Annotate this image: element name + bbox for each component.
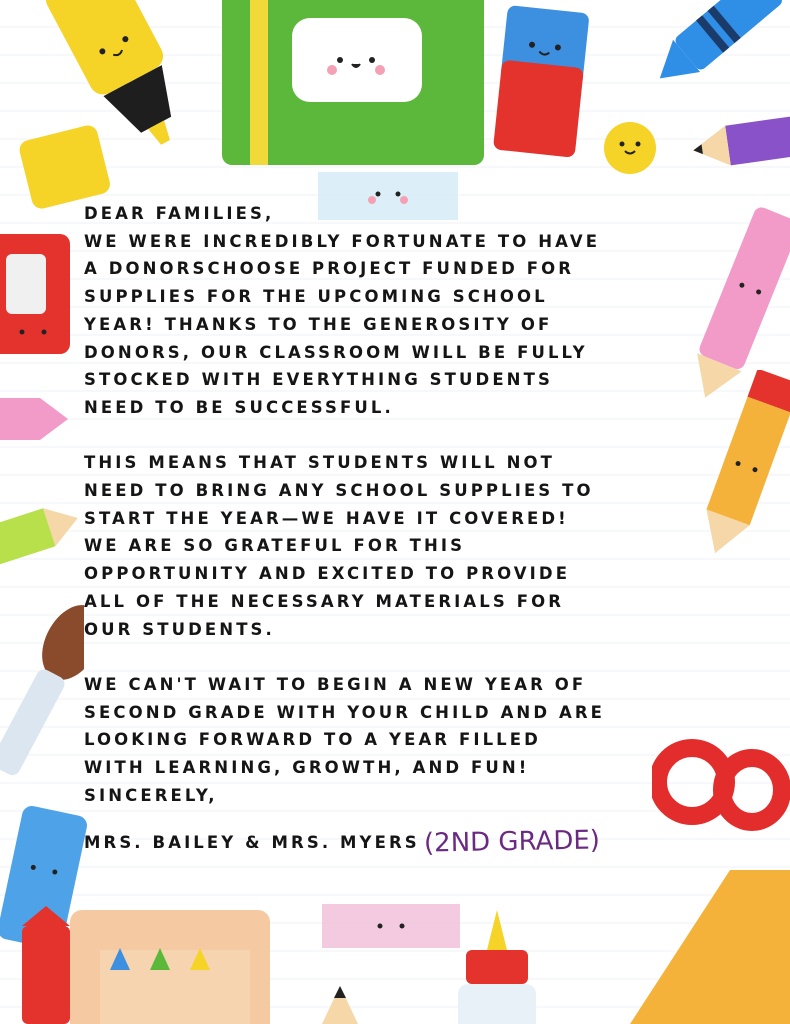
paintbrush-icon bbox=[0, 590, 84, 790]
crayon-box-icon bbox=[70, 910, 270, 1024]
sharpener-icon bbox=[0, 228, 78, 360]
notebook-icon bbox=[222, 0, 484, 168]
smiley-icon bbox=[600, 118, 660, 178]
signature-row bbox=[84, 825, 724, 859]
eraser-icon bbox=[490, 4, 595, 164]
red-crayon-icon bbox=[16, 906, 76, 1024]
pink-crayon-icon bbox=[0, 388, 70, 450]
pink-washi-tape-icon bbox=[322, 904, 460, 948]
paragraph-supplies: THIS MEANS THAT STUDENTS WILL NOT NEED TO BRING ANY SCHOOL SUPPLIES TO START THE YEAR—WE HAVE IT COVERED! WE ARE SO GRATEFUL FOR THIS OPPORTUNITY AND EXCITED TO PROVIDE ALL OF THE NECESSARY MATERIALS FOR OUR STUDENTS. bbox=[84, 453, 594, 639]
purple-pencil-icon bbox=[688, 110, 790, 180]
letter-body bbox=[84, 200, 724, 857]
greeting: DEAR FAMILIES, bbox=[84, 204, 275, 223]
signature: MRS. BAILEY & MRS. MYERS bbox=[84, 833, 420, 853]
ruler-icon bbox=[610, 870, 790, 1024]
closing: SINCERELY, bbox=[84, 785, 218, 805]
crayon-icon bbox=[660, 0, 790, 110]
green-pencil-icon bbox=[0, 496, 82, 566]
paragraph-funded: WE WERE INCREDIBLY FORTUNATE TO HAVE A DONORSCHOOSE PROJECT FUNDED FOR SUPPLIES FOR THE UPCOMING SCHOOL YEAR! THANKS TO THE GENEROSITY OF DONORS, OUR CLASSROOM WILL BE FULLY STOCKED WITH EVERYTHING STUDENTS NEED TO BE SUCCESSFUL. bbox=[84, 231, 601, 417]
paragraph-looking-forward: WE CAN'T WAIT TO BEGIN A NEW YEAR OF SECOND GRADE WITH YOUR CHILD AND ARE LOOKING FORWARD TO A YEAR FILLED WITH LEARNING, GROWTH, AND FUN! bbox=[84, 674, 606, 778]
handwritten-grade-note: (2ND GRADE) bbox=[423, 825, 600, 859]
pencil-tip-icon bbox=[318, 986, 362, 1024]
glue-bottle-icon bbox=[452, 910, 542, 1024]
